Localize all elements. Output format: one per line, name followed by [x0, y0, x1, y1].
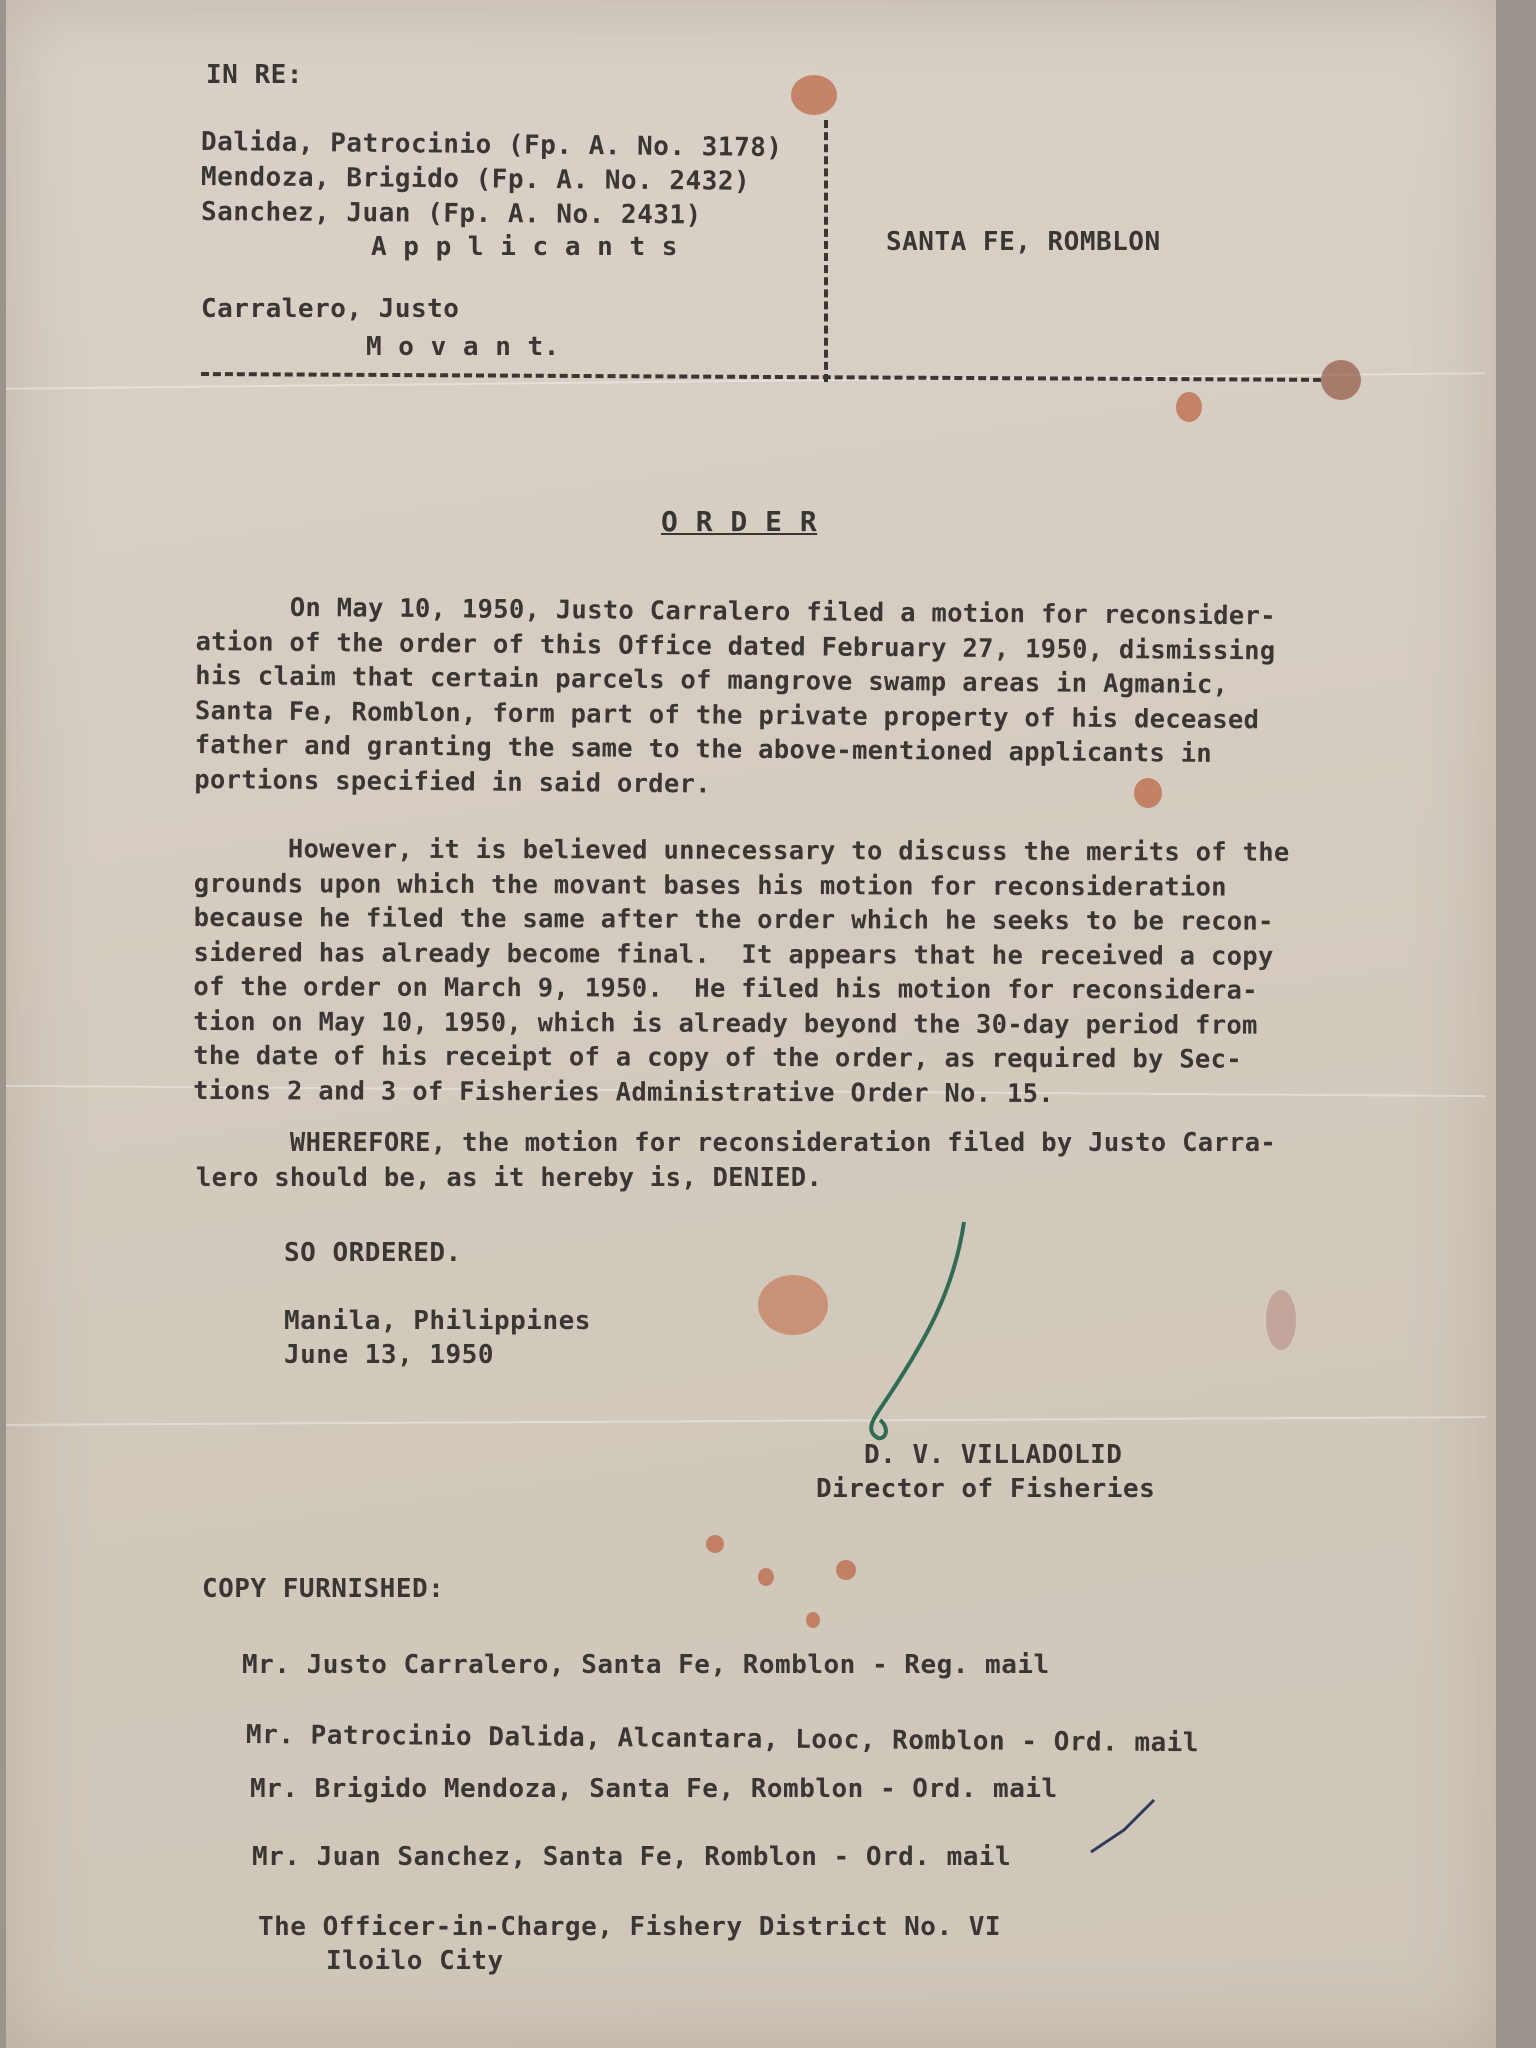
- paragraph-2-line: grounds upon which the movant bases his motion for reconsideration: [193, 868, 1227, 903]
- paragraph-1-line: On May 10, 1950, Justo Carralero filed a motion for reconsider-: [195, 591, 1276, 632]
- order-title: O R D E R: [661, 505, 818, 538]
- date-of-issue: June 13, 1950: [284, 1340, 494, 1370]
- paragraph-2-line: because he filed the same after the order which he seeks to be recon-: [193, 902, 1274, 937]
- paragraph-3-line: lero should be, as it hereby is, DENIED.: [196, 1162, 823, 1193]
- movant-label: M o v a n t.: [366, 332, 560, 362]
- paragraph-1-line: portions specified in said order.: [194, 764, 711, 799]
- paragraph-1-line: Santa Fe, Romblon, form part of the private property of his deceased: [194, 695, 1260, 735]
- paragraph-1-line: his claim that certain parcels of mangrove swamp areas in Agmanic,: [195, 660, 1229, 701]
- signatory-name: D. V. VILLADOLID: [864, 1440, 1123, 1470]
- paragraph-2-line: However, it is believed unnecessary to discuss the merits of the: [193, 834, 1290, 868]
- recipient-4: Mr. Juan Sanchez, Santa Fe, Romblon - Ord. mail: [252, 1842, 1012, 1872]
- case-location: SANTA FE, ROMBLON: [886, 227, 1161, 257]
- signatory-title: Director of Fisheries: [816, 1474, 1156, 1504]
- so-ordered: SO ORDERED.: [284, 1238, 462, 1268]
- movant-name: Carralero, Justo: [201, 294, 460, 324]
- paragraph-2-line: sidered has already become final. It appears that he received a copy: [193, 937, 1274, 972]
- check-mark: [1091, 1800, 1154, 1852]
- paragraph-2-line: of the order on March 9, 1950. He filed his motion for reconsidera-: [193, 971, 1258, 1006]
- applicants-label: A p p l i c a n t s: [371, 232, 678, 262]
- applicant-line-1: Dalida, Patrocinio (Fp. A. No. 3178): [200, 127, 783, 164]
- paragraph-1-line: ation of the order of this Office dated February 27, 1950, dismissing: [195, 626, 1276, 666]
- applicant-line-3: Sanchez, Juan (Fp. A. No. 2431): [200, 197, 702, 231]
- copy-furnished-heading: COPY FURNISHED:: [202, 1574, 445, 1604]
- paragraph-2-line: tions 2 and 3 of Fisheries Administrative Order No. 15.: [193, 1075, 1055, 1109]
- recipient-1: Mr. Justo Carralero, Santa Fe, Romblon - Reg. mail: [242, 1650, 1050, 1680]
- document-sheet: [6, 0, 1496, 2048]
- in-re-heading: IN RE:: [206, 60, 303, 90]
- recipient-5: The Officer-in-Charge, Fishery District No. VI: [258, 1912, 1002, 1942]
- applicant-line-2: Mendoza, Brigido (Fp. A. No. 2432): [200, 162, 751, 197]
- paragraph-1-line: father and granting the same to the above-mentioned applicants in: [194, 729, 1213, 769]
- paragraph-2-line: tion on May 10, 1950, which is already beyond the 30-day period from: [193, 1006, 1258, 1041]
- recipient-5-city: Iloilo City: [326, 1946, 504, 1976]
- paragraph-2-line: the date of his receipt of a copy of the order, as required by Sec-: [193, 1040, 1242, 1075]
- place-of-issue: Manila, Philippines: [284, 1306, 591, 1336]
- signature-stroke: [871, 1222, 964, 1438]
- recipient-2: Mr. Patrocinio Dalida, Alcantara, Looc, Romblon - Ord. mail: [245, 1720, 1200, 1759]
- paragraph-3-line: WHEREFORE, the motion for reconsideration filed by Justo Carra-: [196, 1128, 1277, 1158]
- recipient-3: Mr. Brigido Mendoza, Santa Fe, Romblon - Ord. mail: [250, 1774, 1058, 1804]
- ink-marks: [6, 0, 1496, 2048]
